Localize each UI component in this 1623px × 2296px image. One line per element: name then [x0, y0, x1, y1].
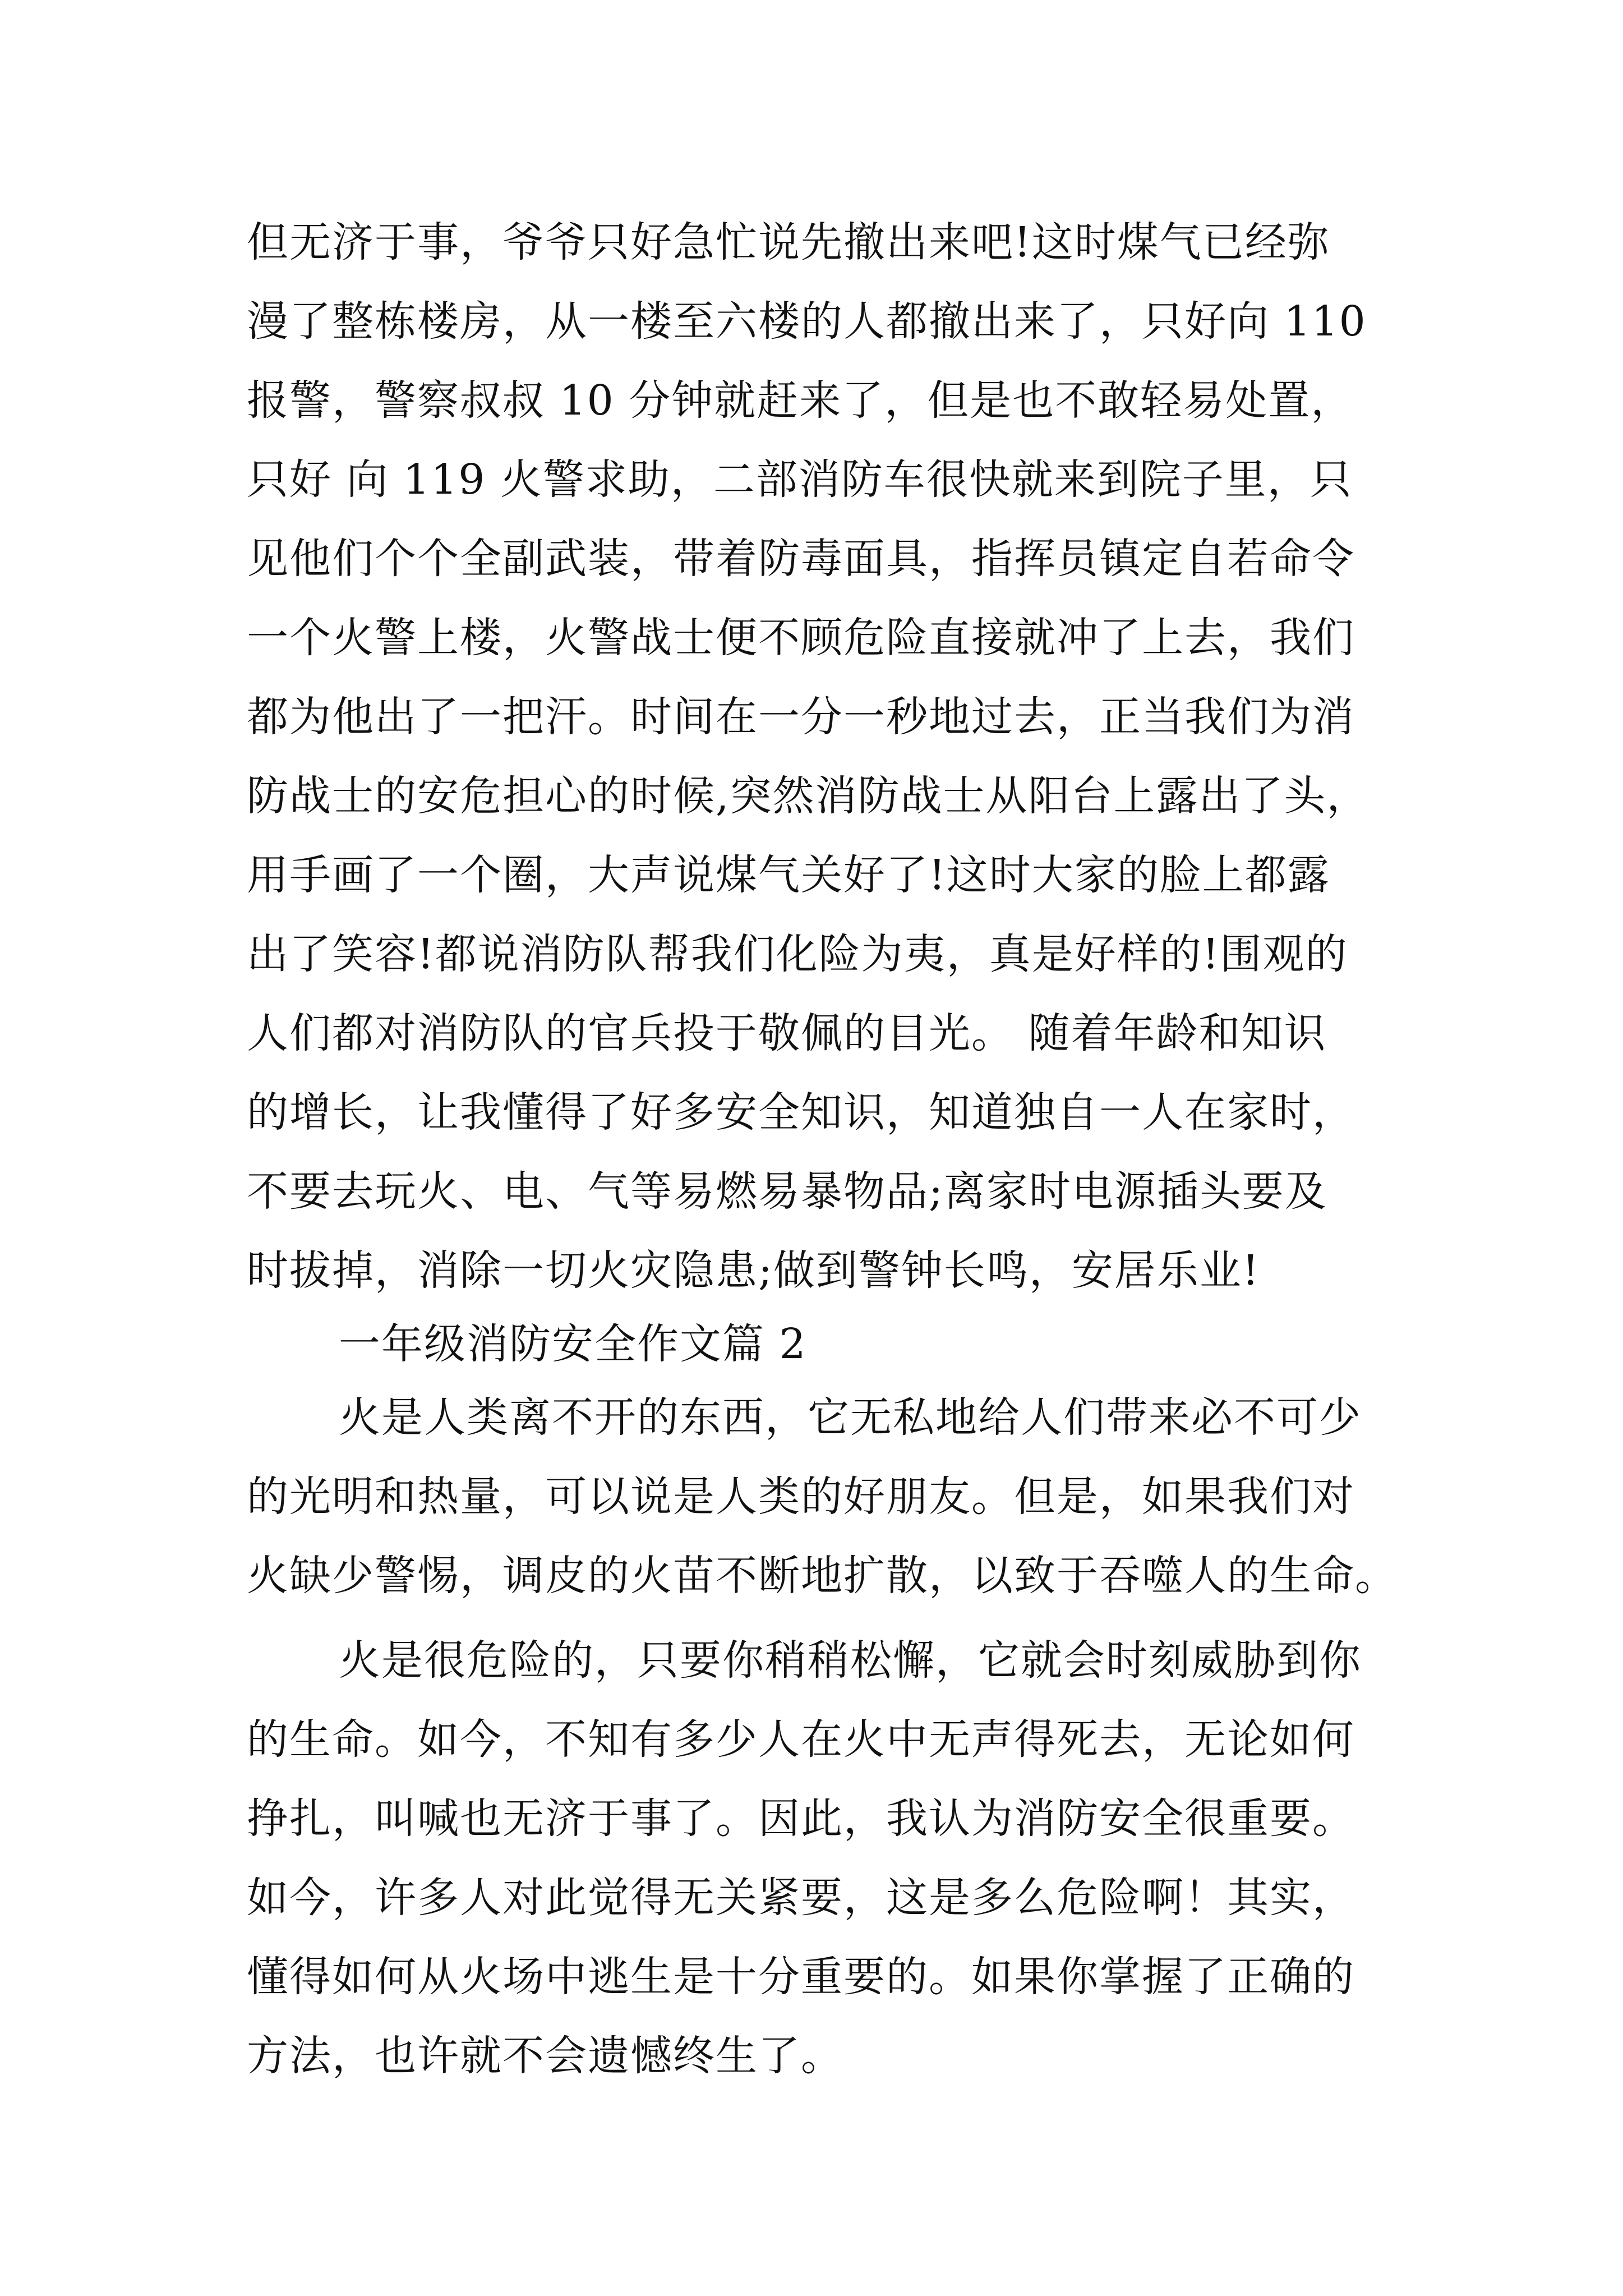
text-line: 的生命。如今，不知有多少人在火中无声得死去，无论如何: [247, 1715, 1355, 1764]
text-line: 用手画了一个圈，大声说煤气关好了!这时大家的脸上都露: [247, 851, 1330, 899]
section-heading: 一年级消防安全作文篇 2: [339, 1320, 807, 1368]
text-line: 方法，也许就不会遗憾终生了。: [247, 2032, 843, 2080]
text-line: 漫了整栋楼房，从一楼至六楼的人都撤出来了，只好向 110: [247, 297, 1367, 346]
text-line: 的光明和热量，可以说是人类的好朋友。但是，如果我们对: [247, 1473, 1355, 1521]
text-line: 时拔掉，消除一切火灾隐患;做到警钟长鸣，安居乐业!: [247, 1246, 1260, 1295]
text-line: 出了笑容!都说消防队帮我们化险为夷，真是好样的!围观的: [247, 930, 1348, 978]
text-line: 但无济于事，爷爷只好急忙说先撤出来吧!这时煤气已经弥: [247, 218, 1330, 266]
text-line: 只好 向 119 火警求助，二部消防车很快就来到院子里，只: [247, 455, 1353, 504]
text-line: 懂得如何从火场中逃生是十分重要的。如果你掌握了正确的: [247, 1953, 1355, 2001]
text-line: 火是人类离不开的东西，它无私地给人们带来必不可少: [339, 1393, 1362, 1442]
text-line: 一个火警上楼，火警战士便不顾危险直接就冲了上去，我们: [247, 614, 1355, 662]
text-line: 火是很危险的，只要你稍稍松懈，它就会时刻威胁到你: [339, 1636, 1362, 1685]
text-line: 都为他出了一把汗。时间在一分一秒地过去，正当我们为消: [247, 693, 1355, 741]
text-line: 的增长，让我懂得了好多安全知识，知道独自一人在家时，: [247, 1088, 1355, 1137]
text-line: 火缺少警惕，调皮的火苗不断地扩散，以致于吞噬人的生命。: [247, 1552, 1398, 1600]
text-line: 如今，许多人对此觉得无关紧要，这是多么危险啊！其实，: [247, 1874, 1355, 1922]
text-line: 挣扎，叫喊也无济于事了。因此，我认为消防安全很重要。: [247, 1795, 1355, 1843]
text-line: 见他们个个全副武装，带着防毒面具，指挥员镇定自若命令: [247, 535, 1355, 583]
text-line: 不要去玩火、电、气等易燃易暴物品;离家时电源插头要及: [247, 1167, 1327, 1216]
text-line: 报警，警察叔叔 10 分钟就赶来了，但是也不敢轻易处置，: [247, 376, 1354, 425]
text-line: 防战士的安危担心的时候,突然消防战士从阳台上露出了头，: [247, 772, 1370, 820]
text-line: 人们都对消防队的官兵投于敬佩的目光。 随着年龄和知识: [247, 1009, 1327, 1057]
